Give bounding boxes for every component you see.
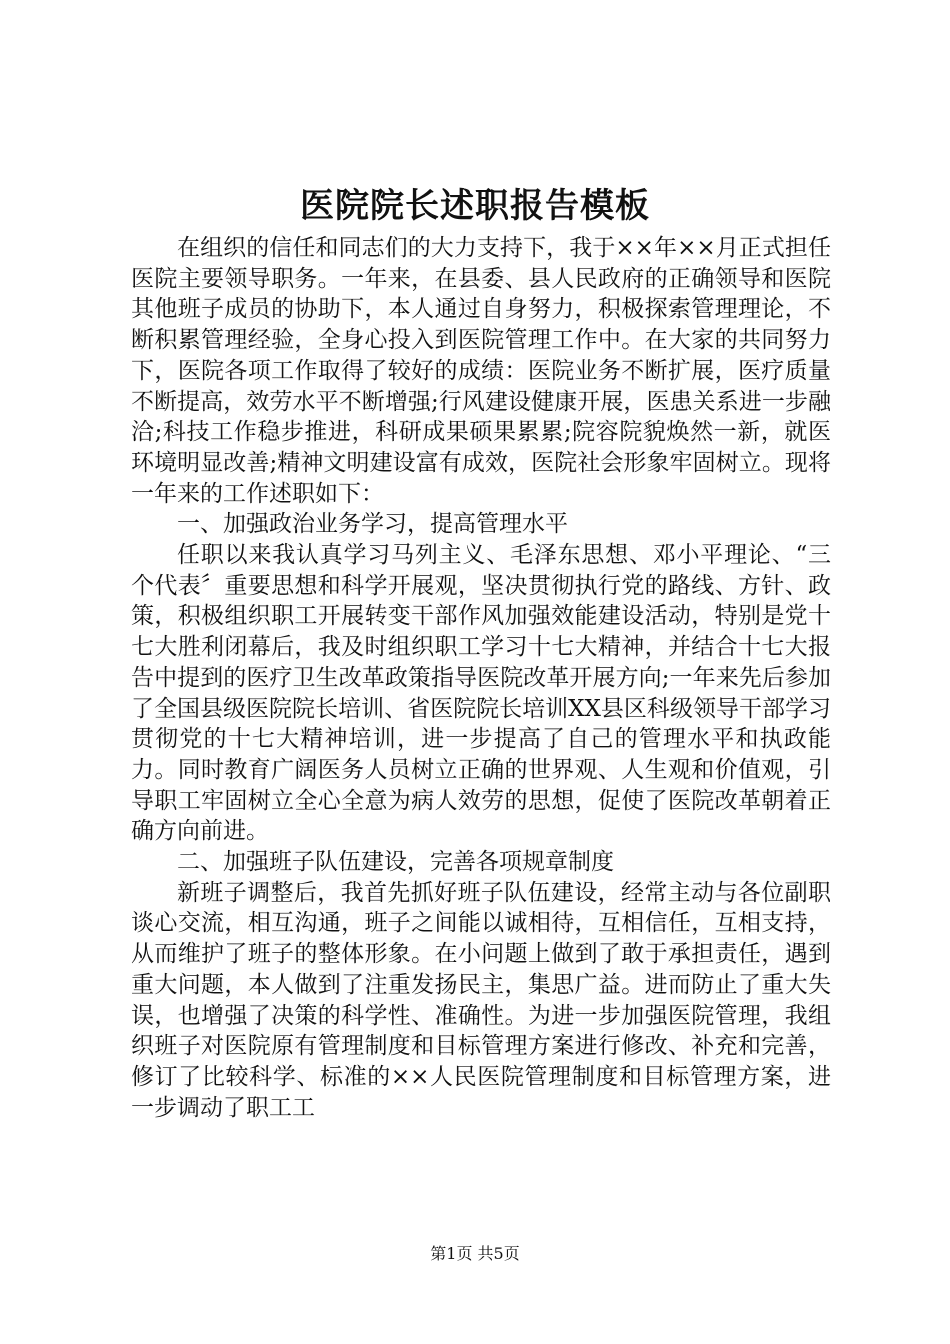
section-paragraph-2: 新班子调整后，我首先抓好班子队伍建设，经常主动与各位副职谈心交流，相互沟通，班子之间能以诚相待，互相信任，互相支持，从而维护了班子的整体形象。在小问题上做到了敢于承担责任，遇到重大问题，本人做到了注重发扬民主，集思广益。进而防止了重大失误，也增强了决策的科学性、准确性。为进一步加强医院管理，我组织班子对医院原有管理制度和目标管理方案进行修改、补充和完善，修订了比较科学、标准的××人民医院管理制度和目标管理方案，进一步调动了职工工 [131,879,831,1121]
page-number-footer: 第1页 共5页 [430,1244,520,1263]
section-heading-1: 一、加强政治业务学习，提高管理水平 [177,511,568,538]
document-body [131,233,831,1123]
document-title: 医院院长述职报告模板 [300,186,650,226]
intro-paragraph: 在组织的信任和同志们的大力支持下，我于××年××月正式担任医院主要领导职务。一年来，在县委、县人民政府的正确领导和医院其他班子成员的协助下，本人通过自身努力，积极探索管理理论，不断积累管理经验，全身心投入到医院管理工作中。在大家的共同努力下，医院各项工作取得了较好的成绩：医院业务不断扩展，医疗质量不断提高，效劳水平不断增强;行风建设健康开展，医患关系进一步融洽;科技工作稳步推进，科研成果硕果累累;院容院貌焕然一新，就医环境明显改善;精神文明建设富有成效，医院社会形象牢固树立。现将一年来的工作述职如下： [131,235,831,507]
section-heading-2: 二、加强班子队伍建设，完善各项规章制度 [177,849,614,876]
section-paragraph-1: 任职以来我认真学习马列主义、毛泽东思想、邓小平理论、“三个代表〞重要思想和科学开展观，坚决贯彻执行党的路线、方针、政策，积极组织职工开展转变干部作风加强效能建设活动，特别是党十七大胜利闭幕后，我及时组织职工学习十七大精神，并结合十七大报告中提到的医疗卫生改革政策指导医院改革开展方向;一年来先后参加了全国县级医院院长培训、省医院院长培训XX县区科级领导干部学习贯彻党的十七大精神培训，进一步提高了自己的管理水平和执政能力。同时教育广阔医务人员树立正确的世界观、人生观和价值观，引导职工牢固树立全心全意为病人效劳的思想，促使了医院改革朝着正确方向前进。 [131,542,831,845]
